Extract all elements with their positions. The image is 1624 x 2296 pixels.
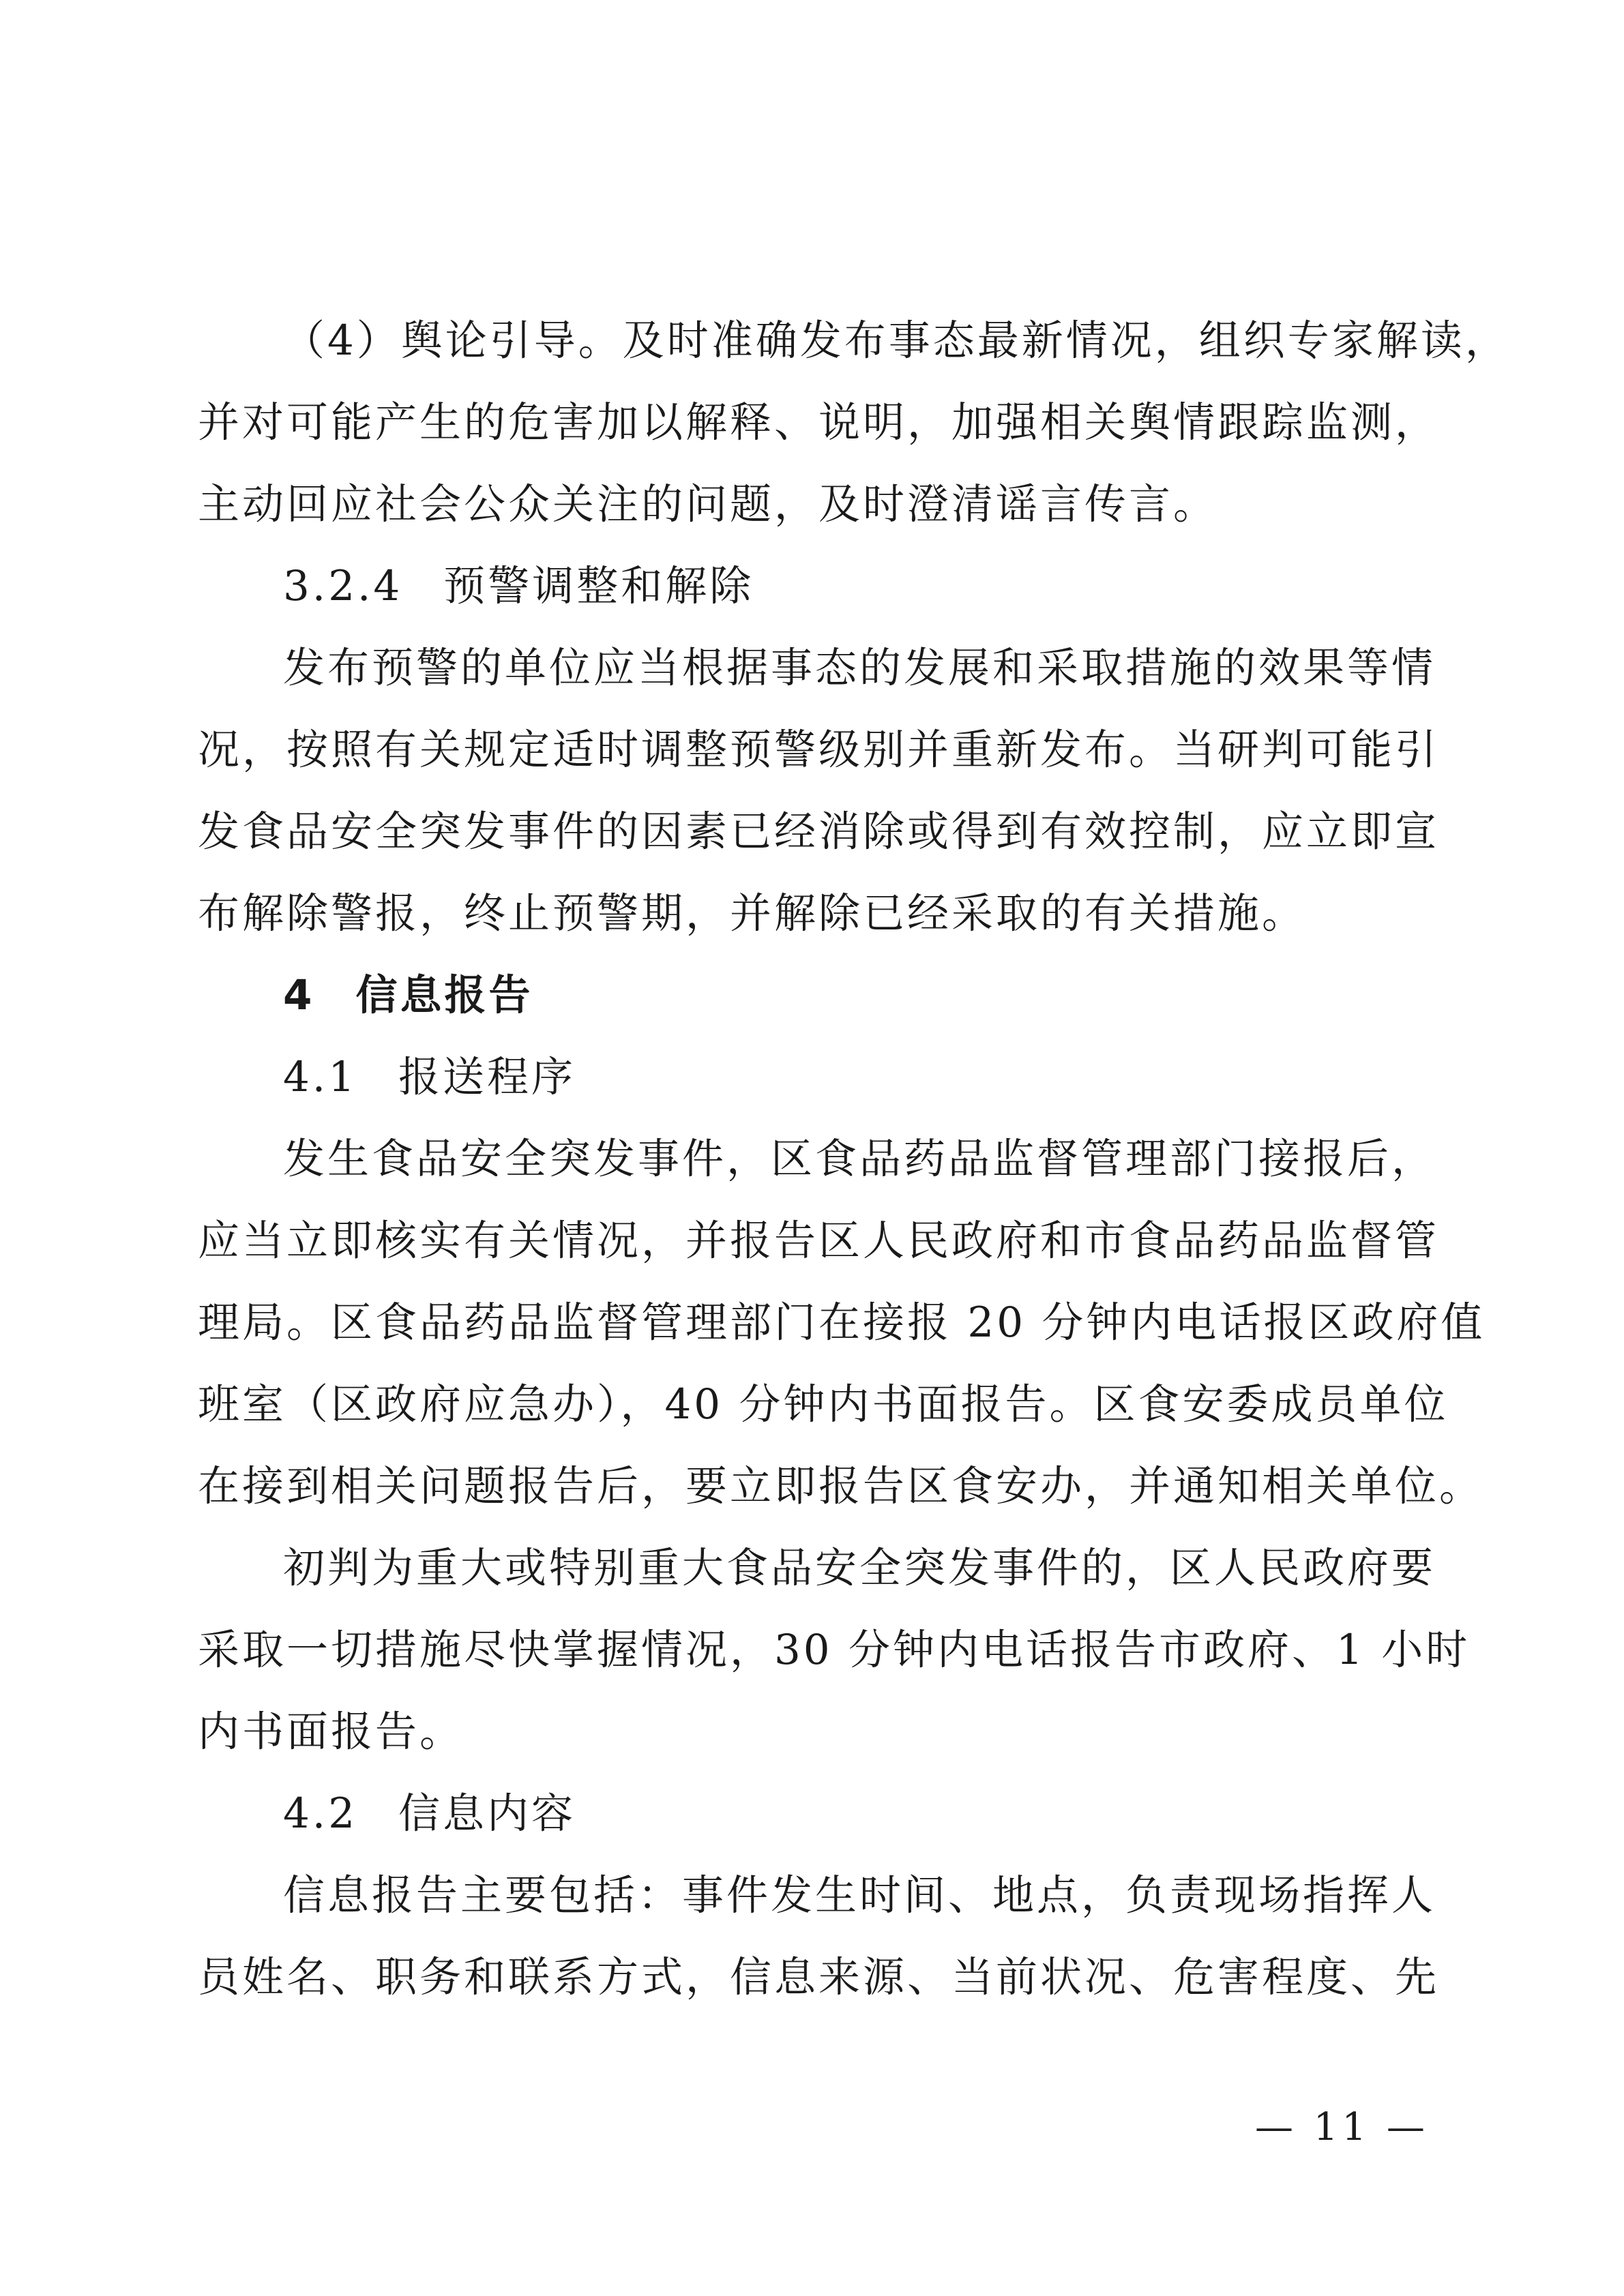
paragraph-line: 理局。区食品药品监督管理部门在接报 20 分钟内电话报区政府值 (198, 1298, 1486, 1347)
section-title: 预警调整和解除 (443, 562, 754, 610)
paragraph-line: 发食品安全突发事件的因素已经消除或得到有效控制，应立即宣 (198, 807, 1440, 856)
paragraph-line: 班室（区政府应急办），40 分钟内书面报告。区食安委成员单位 (198, 1380, 1449, 1429)
section-heading-4-2 (283, 1787, 576, 1841)
paragraph-line: 主动回应社会公众关注的问题，及时澄清谣言传言。 (198, 480, 1218, 528)
page-number: — 11 — (1255, 2105, 1429, 2149)
section-heading-3-2-4 (283, 559, 754, 614)
section-heading-4-1 (283, 1050, 576, 1105)
paragraph-line: （4）舆论引导。及时准确发布事态最新情况，组织专家解读， (283, 316, 1509, 365)
section-number: 3.2.4 (283, 562, 403, 610)
paragraph-line: 采取一切措施尽快掌握情况，30 分钟内电话报告市政府、1 小时 (198, 1626, 1471, 1674)
section-number: 4.2 (283, 1789, 358, 1838)
paragraph-line: 内书面报告。 (198, 1708, 464, 1756)
paragraph-line: 员姓名、职务和联系方式，信息来源、当前状况、危害程度、先 (198, 1953, 1440, 2001)
section-number: 4 (283, 971, 315, 1019)
paragraph-line: 发布预警的单位应当根据事态的发展和采取措施的效果等情 (283, 644, 1436, 692)
section-title: 信息报告 (355, 971, 533, 1019)
paragraph-line: 应当立即核实有关情况，并报告区人民政府和市食品药品监督管 (198, 1217, 1440, 1265)
section-heading-4 (283, 968, 533, 1023)
paragraph-line: 并对可能产生的危害加以解释、说明，加强相关舆情跟踪监测， (198, 398, 1440, 447)
paragraph-line: 初判为重大或特别重大食品安全突发事件的，区人民政府要 (283, 1544, 1436, 1592)
section-title: 信息内容 (398, 1789, 576, 1838)
paragraph-line: 发生食品安全突发事件，区食品药品监督管理部门接报后， (283, 1135, 1436, 1183)
paragraph-line: 况，按照有关规定适时调整预警级别并重新发布。当研判可能引 (198, 726, 1440, 774)
paragraph-line: 布解除警报，终止预警期，并解除已经采取的有关措施。 (198, 889, 1307, 938)
paragraph-line: 信息报告主要包括：事件发生时间、地点，负责现场指挥人 (283, 1871, 1436, 1920)
paragraph-line: 在接到相关问题报告后，要立即报告区食安办，并通知相关单位。 (198, 1462, 1484, 1510)
section-title: 报送程序 (398, 1053, 576, 1101)
section-number: 4.1 (283, 1053, 358, 1101)
